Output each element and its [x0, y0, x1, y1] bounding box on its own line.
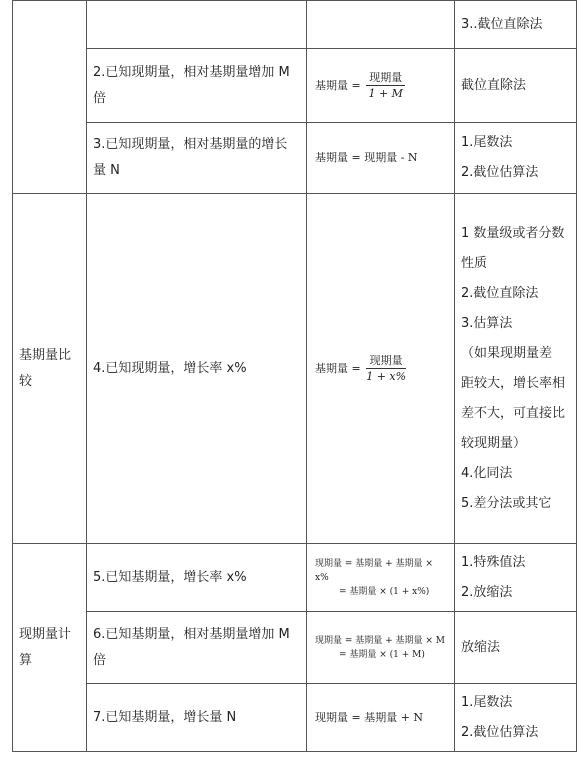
formula-line-2: = 基期量 × (1 + M) — [339, 649, 425, 660]
table-row — [13, 612, 577, 684]
fraction — [366, 70, 405, 101]
table-row — [13, 684, 577, 752]
fraction — [366, 353, 406, 384]
table-row — [13, 544, 577, 612]
formula-table — [12, 0, 577, 752]
table-row — [13, 1, 577, 49]
fraction-denominator: 1 + x% — [366, 370, 407, 383]
method-line: 2.截位估算法 — [461, 724, 539, 740]
formula-lhs: 基期量 = — [315, 361, 361, 375]
table-row — [13, 49, 577, 123]
table-row — [13, 123, 577, 194]
condition-cell: 2.已知现期量，相对基期量增加 M倍 — [87, 49, 307, 123]
formula-cell — [307, 1, 455, 49]
method-cell — [455, 544, 577, 612]
method-line: 1 数量级或者分数 — [461, 225, 565, 241]
method-line: 截位直除法 — [461, 77, 527, 93]
formula-text: 基期量 = 现期量 - N — [315, 151, 418, 164]
method-cell — [455, 123, 577, 194]
fraction-numerator: 现期量 — [366, 353, 406, 369]
formula-cell — [307, 123, 455, 194]
condition-cell: 5.已知基期量，增长率 x% — [87, 544, 307, 612]
method-line: 1.特殊值法 — [461, 554, 526, 570]
formula-line-1: 现期量 = 基期量 + 基期量 × x% — [315, 558, 433, 583]
category-cell: 现期量计算 — [13, 544, 87, 752]
method-line: 距较大，增长率相 — [461, 375, 566, 391]
method-line: 2.截位直除法 — [461, 285, 539, 301]
method-line: 4.化同法 — [461, 465, 513, 481]
fraction-denominator: 1 + M — [368, 87, 403, 100]
category-cell-blank — [13, 1, 87, 194]
method-line: 1.尾数法 — [461, 135, 513, 150]
formula-line-1: 现期量 = 基期量 + 基期量 × M — [315, 635, 446, 646]
fraction-numerator: 现期量 — [366, 70, 405, 86]
condition-cell: 6.已知基期量，相对基期量增加 M倍 — [87, 612, 307, 684]
method-cell — [455, 194, 577, 544]
method-line: 5.差分法或其它 — [461, 495, 552, 511]
method-line: 3..截位直除法 — [461, 16, 543, 32]
category-cell: 基期量比较 — [13, 194, 87, 544]
method-line: （如果现期量差 — [461, 345, 553, 361]
condition-cell: 4.已知现期量，增长率 x% — [87, 194, 307, 544]
method-cell — [455, 684, 577, 752]
condition-cell: 7.已知基期量，增长量 N — [87, 684, 307, 752]
method-line: 性质 — [461, 255, 488, 271]
method-line: 2.截位估算法 — [461, 165, 539, 180]
formula-cell — [307, 194, 455, 544]
method-line: 放缩法 — [461, 639, 501, 655]
condition-cell: 3.已知现期量，相对基期量的增长量 N — [87, 123, 307, 194]
method-cell — [455, 612, 577, 684]
condition-cell — [87, 1, 307, 49]
method-line: 差不大，可直接比 — [461, 405, 566, 421]
formula-cell — [307, 612, 455, 684]
formula-cell — [307, 684, 455, 752]
method-cell — [455, 1, 577, 49]
method-cell — [455, 49, 577, 123]
method-line: 3.估算法 — [461, 315, 513, 331]
formula-line-2: = 基期量 × (1 + x%) — [339, 586, 430, 597]
formula-text: 现期量 = 基期量 + N — [315, 710, 424, 724]
formula-cell — [307, 49, 455, 123]
method-line: 1.尾数法 — [461, 694, 513, 710]
formula-cell — [307, 544, 455, 612]
method-line: 较现期量） — [461, 435, 527, 451]
method-line: 2.放缩法 — [461, 584, 513, 600]
formula-lhs: 基期量 = — [315, 78, 361, 92]
table-row — [13, 194, 577, 544]
